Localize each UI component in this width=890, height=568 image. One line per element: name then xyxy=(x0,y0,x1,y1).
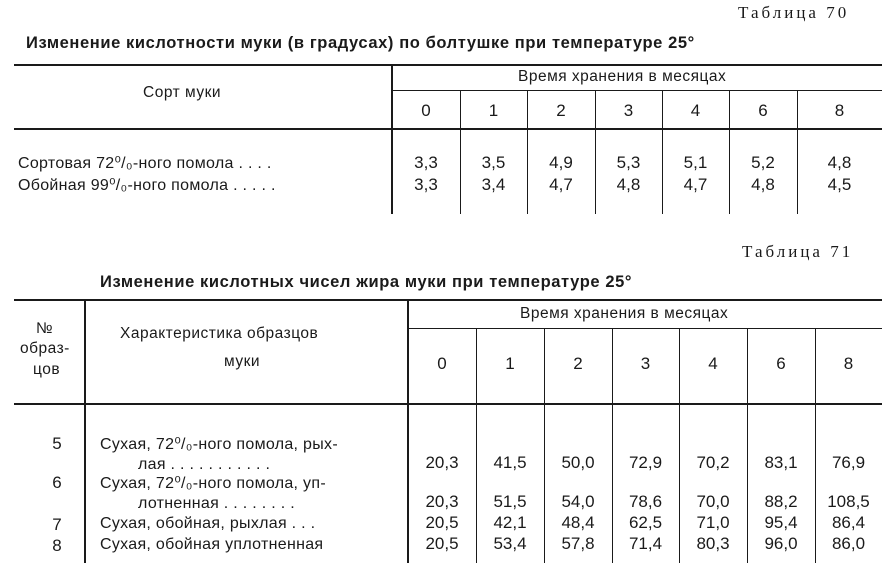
table-71-value-cell: 71,4 xyxy=(628,534,663,553)
table-71-value-cell: 42,1 xyxy=(493,513,527,532)
table-70-month-header: 6 xyxy=(758,101,768,120)
table-71-value-cell: 20,5 xyxy=(425,534,459,553)
table-71-value-cell: 20,3 xyxy=(425,492,459,511)
table-71-col-divider-no xyxy=(84,301,86,563)
table-71-value-cell: 86,0 xyxy=(831,534,866,553)
table-70-value-cell: 3,3 xyxy=(414,175,438,194)
table-71-row-desc-line1: Сухая, 72⁰/₀-ного помола, рых- xyxy=(100,436,338,453)
table-71-row-desc-line1: Сухая, 72⁰/₀-ного помола, уп- xyxy=(100,475,326,492)
table-70-row-2-name: Обойная 99⁰/₀-ного помола . . . . . xyxy=(18,177,276,194)
table-70-value-cell: 3,3 xyxy=(414,153,438,172)
table-71-group-rule xyxy=(408,328,882,329)
table-71-label: Таблица 71 xyxy=(742,242,854,261)
table-71-title: Изменение кислотных чисел жира муки при температуре 25° xyxy=(100,273,633,291)
table-70-month-header: 2 xyxy=(556,101,566,120)
table-70-group-rule xyxy=(392,90,882,91)
table-71-row-desc-line1: Сухая, обойная уплотненная xyxy=(100,536,324,553)
table-71-col-header-time: Время хранения в месяцах xyxy=(520,305,729,322)
table-71-month-header: 1 xyxy=(505,354,515,373)
table-70-value-cell: 5,3 xyxy=(616,153,641,172)
table-71-value-cell: 80,3 xyxy=(696,534,730,553)
table-70-month-header: 1 xyxy=(488,101,499,120)
table-70-value-cell: 5,2 xyxy=(751,153,775,172)
table-71-col-header-no-2: образ- xyxy=(20,340,70,357)
table-71-value-cell: 51,5 xyxy=(493,492,527,511)
table-70-value-cell: 4,9 xyxy=(549,153,573,172)
table-70-value-cell: 3,5 xyxy=(481,153,506,172)
table-71-value-cell: 41,5 xyxy=(493,453,527,472)
table-71-month-header: 0 xyxy=(437,354,447,373)
table-71-row-desc-line1: Сухая, обойная, рыхлая . . . xyxy=(100,515,316,532)
table-71-value-cell: 57,8 xyxy=(561,534,595,553)
table-70-title: Изменение кислотности муки (в градусах) по болтушке при температуре 25° xyxy=(26,34,695,52)
table-71-value-cell: 86,4 xyxy=(831,513,866,532)
table-70-label: Таблица 70 xyxy=(738,3,850,22)
table-71-value-cell: 70,2 xyxy=(696,453,730,472)
table-71-value-cell: 62,5 xyxy=(628,513,663,532)
table-71-row-number: 8 xyxy=(52,536,62,555)
table-70-col-header-sort: Сорт муки xyxy=(143,84,222,101)
table-70-month-header: 8 xyxy=(834,101,845,120)
table-71-value-cell: 78,6 xyxy=(628,492,663,511)
table-71-month-header: 6 xyxy=(776,354,786,373)
table-71-col-header-char-2: муки xyxy=(224,353,261,370)
table-71-month-header: 3 xyxy=(640,354,651,373)
table-71-row-number: 6 xyxy=(52,473,62,492)
table-71-value-cell: 50,0 xyxy=(561,453,595,472)
table-71-col-header-no-3: цов xyxy=(33,361,61,378)
table-70-value-cell: 3,4 xyxy=(481,175,506,194)
table-71-header-bottom-rule xyxy=(14,403,882,405)
table-71-value-cell: 54,0 xyxy=(561,492,595,511)
table-71-col-header-no-1: № xyxy=(36,320,54,337)
table-70-value-cell: 4,5 xyxy=(827,175,852,194)
table-71-row-number: 7 xyxy=(52,515,62,534)
table-70-col-header-time: Время хранения в месяцах xyxy=(518,68,727,85)
table-70-header-bottom-rule xyxy=(14,128,882,130)
table-71-value-cell: 71,0 xyxy=(696,513,730,532)
table-71-value-cell: 76,9 xyxy=(831,453,866,472)
table-71-col-header-char-1: Характеристика образцов xyxy=(120,325,319,342)
table-70-month-header: 0 xyxy=(421,101,431,120)
table-71-value-cell: 48,4 xyxy=(561,513,595,532)
table-71-value-cell: 53,4 xyxy=(493,534,527,553)
table-71-value-cell: 88,2 xyxy=(764,492,798,511)
table-71-row-desc-line2: лая . . . . . . . . . . . xyxy=(138,456,271,473)
table-71-month-header: 2 xyxy=(573,354,583,373)
table-70-row-1-name: Сортовая 72⁰/₀-ного помола . . . . xyxy=(18,155,272,172)
table-71-value-cell: 20,3 xyxy=(425,453,459,472)
table-70-month-header: 4 xyxy=(690,101,701,120)
table-71-month-header: 4 xyxy=(708,354,718,373)
table-71-value-cell: 96,0 xyxy=(764,534,798,553)
table-71-value-cell: 20,5 xyxy=(425,513,459,532)
table-70-value-cell: 4,8 xyxy=(827,153,852,172)
table-70-value-cell: 5,1 xyxy=(683,153,708,172)
table-71-row-number: 5 xyxy=(52,434,62,453)
table-71-value-cell: 70,0 xyxy=(696,492,730,511)
table-71-top-rule xyxy=(14,299,882,301)
table-71-value-cell: 95,4 xyxy=(764,513,798,532)
table-70-value-cell: 4,8 xyxy=(751,175,775,194)
table-71-row-desc-line2: лотненная . . . . . . . . xyxy=(138,495,295,512)
table-70-value-cell: 4,8 xyxy=(616,175,641,194)
table-71-month-header: 8 xyxy=(843,354,854,373)
table-70-value-cell: 4,7 xyxy=(549,175,573,194)
table-70-top-rule xyxy=(14,64,882,66)
table-71-value-cell: 72,9 xyxy=(628,453,663,472)
table-71-value-cell: 83,1 xyxy=(764,453,798,472)
table-70-value-cell: 4,7 xyxy=(683,175,708,194)
table-71-value-cell: 108,5 xyxy=(827,492,870,511)
table-70-month-header: 3 xyxy=(623,101,634,120)
